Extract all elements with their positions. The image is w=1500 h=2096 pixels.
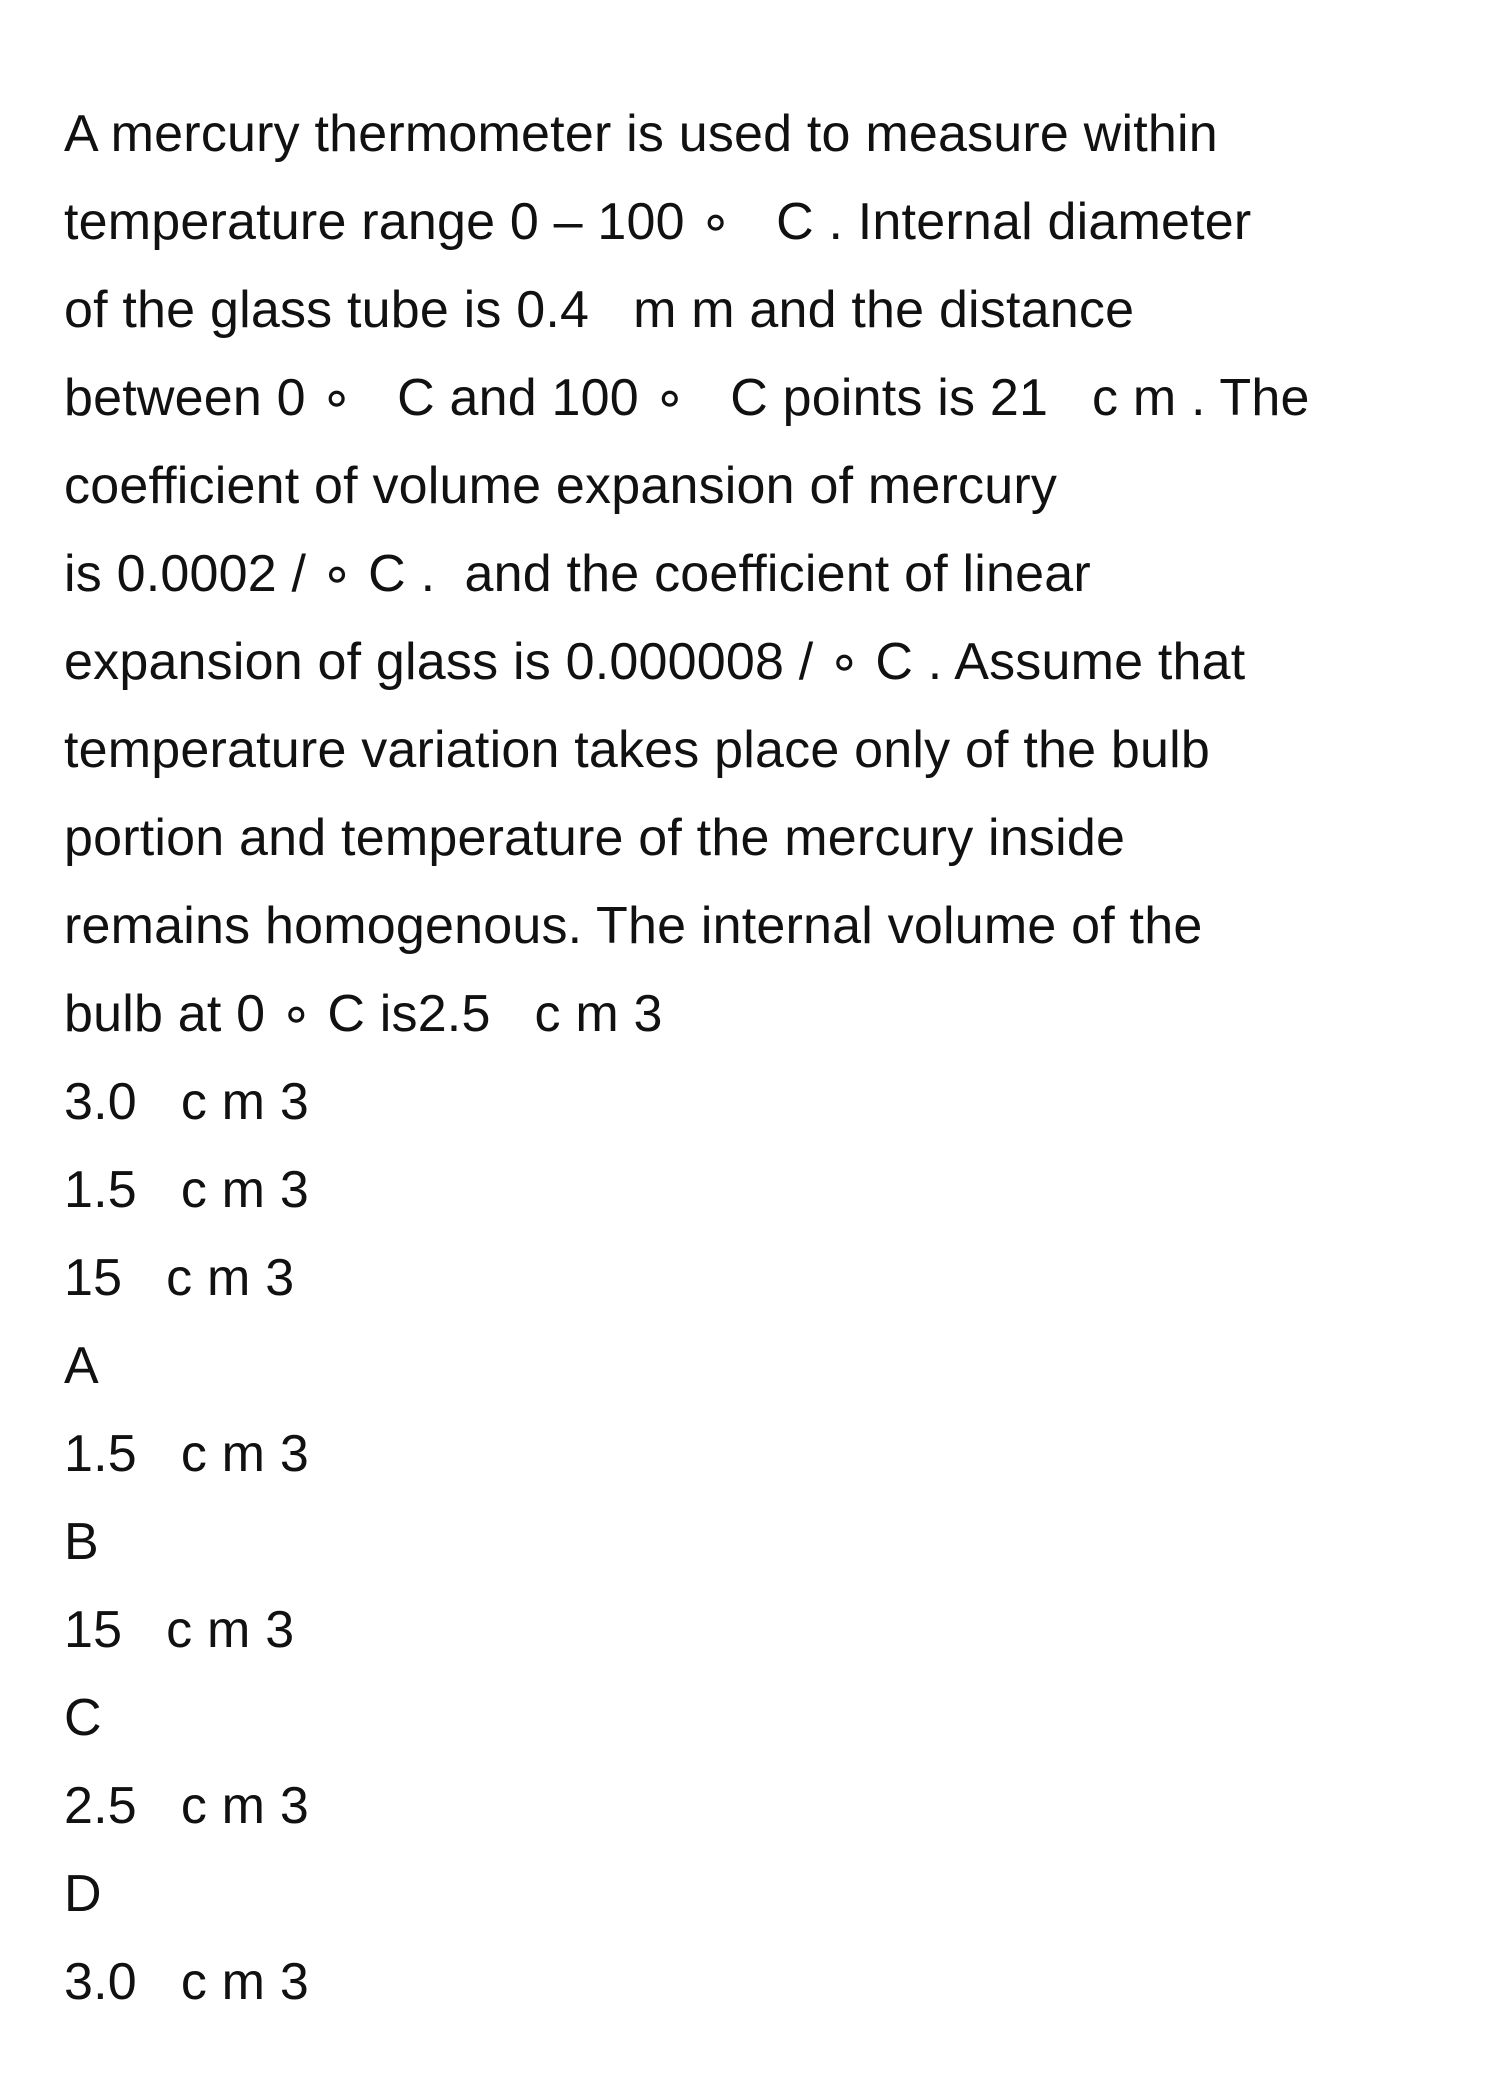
inline-option: 1.5 c m 3 — [64, 1161, 309, 1219]
choice-d-letter[interactable]: D — [64, 1865, 102, 1923]
inline-option: 15 c m 3 — [64, 1249, 295, 1307]
question-line: coefficient of volume expansion of mercury — [64, 457, 1058, 515]
inline-options — [64, 1058, 1444, 1322]
choice-d-value[interactable]: 3.0 c m 3 — [64, 1953, 309, 2011]
choice-a-letter[interactable]: A — [64, 1337, 99, 1395]
question-line: bulb at 0 ∘ C is2.5 c m 3 — [64, 985, 663, 1043]
answer-choices — [64, 1322, 1444, 2026]
choice-b-value[interactable]: 15 c m 3 — [64, 1601, 295, 1659]
question-line: expansion of glass is 0.000008 / ∘ C . Assume that — [64, 633, 1246, 691]
choice-c-value[interactable]: 2.5 c m 3 — [64, 1777, 309, 1835]
choice-b-letter[interactable]: B — [64, 1513, 99, 1571]
question-line: temperature variation takes place only of the bulb — [64, 721, 1211, 779]
question-line: remains homogenous. The internal volume of the — [64, 897, 1203, 955]
question-line: A mercury thermometer is used to measure within — [64, 105, 1218, 163]
choice-a-value[interactable]: 1.5 c m 3 — [64, 1425, 309, 1483]
question-line: between 0 ∘ C and 100 ∘ C points is 21 c m . The — [64, 369, 1310, 427]
question-line: temperature range 0 – 100 ∘ C . Internal diameter — [64, 193, 1252, 251]
question-line: is 0.0002 / ∘ C . and the coefficient of linear — [64, 545, 1091, 603]
question-line: of the glass tube is 0.4 m m and the distance — [64, 281, 1135, 339]
choice-c-letter[interactable]: C — [64, 1689, 102, 1747]
inline-option: 3.0 c m 3 — [64, 1073, 309, 1131]
question-text — [64, 90, 1444, 1058]
question-line: portion and temperature of the mercury inside — [64, 809, 1126, 867]
question-document — [64, 90, 1444, 2026]
